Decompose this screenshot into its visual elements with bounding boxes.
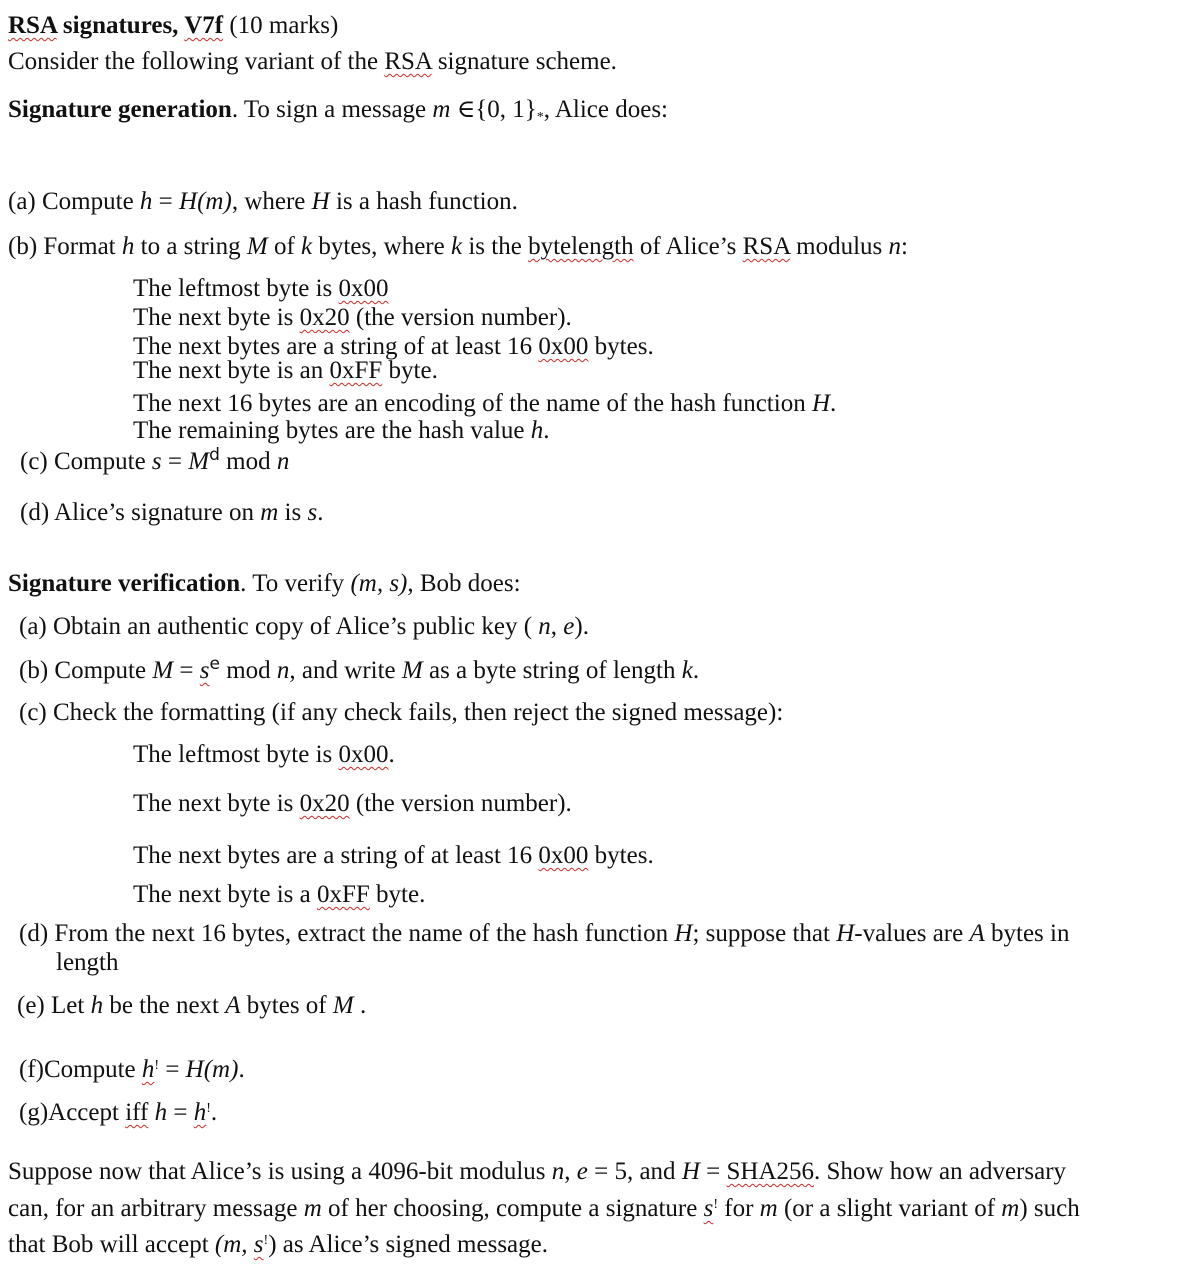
- verification-step-b: (b) Compute $M = s^e$ mod n, and write M as a byte string of length k.: [19, 654, 700, 684]
- question-line-2: can, for an arbitrary message m of her choosing, compute a signature s! for m (or a slight variant of m) such: [8, 1195, 1080, 1222]
- verification-heading: Signature verification: [8, 570, 241, 597]
- marks-label: (10 marks): [223, 12, 339, 39]
- page-title: RSA signatures, V7f (10 marks): [8, 12, 339, 39]
- question-line-3: that Bob will accept (m, s!) as Alice’s signed message.: [8, 1231, 548, 1258]
- question-line-1: Suppose now that Alice’s is using a 4096-bit modulus n, e = 5, and H = SHA256. Show how an adversary: [8, 1158, 1067, 1185]
- verification-step-f: (f)Compute h! = H(m).: [19, 1056, 245, 1083]
- title-word-v7f: V7f: [184, 12, 224, 39]
- format-line-2: The next byte is 0x20 (the version number).: [133, 304, 572, 331]
- verification-heading-line: Signature verification. To verify (m, s), Bob does:: [8, 570, 521, 597]
- verification-step-d: (d) From the next 16 bytes, extract the name of the hash function H; suppose that H-values are A bytes in: [19, 920, 1070, 947]
- verification-step-g: (g)Accept iff h = h!.: [19, 1099, 218, 1126]
- generation-step-b: (b) Format h to a string M of k bytes, where k is the bytelength of Alice’s RSA modulus n:: [8, 233, 908, 260]
- generation-heading-line: Signature generation. To sign a message m ∈{0, 1}*, Alice does:: [8, 96, 668, 125]
- format-line-1: The leftmost byte is 0x00: [133, 275, 389, 302]
- generation-step-a: (a) Compute h = H(m), where H is a hash function.: [8, 188, 518, 215]
- check-line-2: The next byte is 0x20 (the version number).: [133, 790, 572, 817]
- intro-text: Consider the following variant of the RSA signature scheme.: [8, 48, 617, 75]
- check-line-4: The next byte is a 0xFF byte.: [133, 881, 426, 908]
- format-line-3: The next bytes are a string of at least 16 0x00 bytes.: [133, 333, 654, 360]
- check-line-3: The next bytes are a string of at least 16 0x00 bytes.: [133, 842, 654, 869]
- verification-step-c: (c) Check the formatting (if any check fails, then reject the signed message):: [19, 699, 784, 726]
- format-line-5: The next 16 bytes are an encoding of the name of the hash function H.: [133, 390, 837, 417]
- verification-step-a: (a) Obtain an authentic copy of Alice’s public key ( n, e).: [19, 613, 589, 640]
- generation-step-c: (c) Compute $s = M^d$ mod n: [20, 445, 290, 475]
- title-word-rsa: RSA: [8, 12, 57, 39]
- format-line-6: The remaining bytes are the hash value h.: [133, 417, 550, 444]
- generation-heading: Signature generation: [8, 96, 232, 123]
- format-line-4: The next byte is an 0xFF byte.: [133, 357, 438, 384]
- check-line-1: The leftmost byte is 0x00.: [133, 741, 395, 768]
- generation-step-d: (d) Alice’s signature on m is s.: [20, 499, 324, 526]
- verification-step-d-continuation: length: [56, 949, 119, 976]
- verification-step-e: (e) Let h be the next A bytes of M .: [17, 992, 367, 1019]
